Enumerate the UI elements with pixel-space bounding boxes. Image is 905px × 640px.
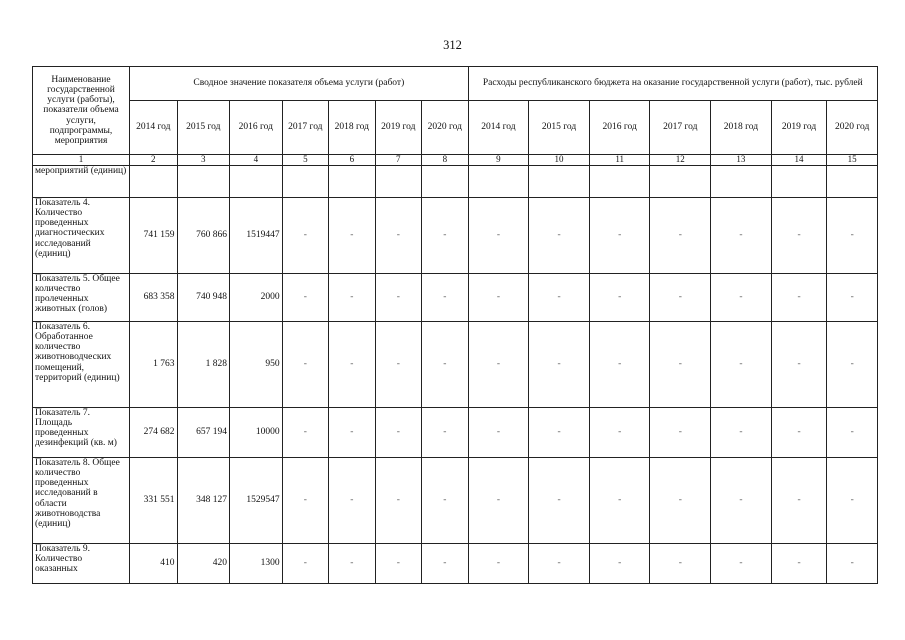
value-cell: - <box>282 543 328 583</box>
value-cell: - <box>771 543 827 583</box>
value-cell: - <box>282 407 328 457</box>
value-cell: - <box>329 273 375 321</box>
table-row <box>33 321 878 407</box>
column-number: 10 <box>529 155 590 166</box>
value-cell <box>375 165 421 197</box>
value-cell: 657 194 <box>177 407 230 457</box>
year-header: 2020 год <box>827 101 878 155</box>
value-cell: - <box>589 543 650 583</box>
year-header: 2016 год <box>230 101 283 155</box>
value-cell: - <box>529 407 590 457</box>
year-header: 2014 год <box>468 101 529 155</box>
value-cell: - <box>375 197 421 273</box>
value-cell: - <box>827 457 878 543</box>
year-header: 2018 год <box>711 101 772 155</box>
value-cell: - <box>827 321 878 407</box>
value-cell: - <box>375 321 421 407</box>
value-cell: 331 551 <box>130 457 177 543</box>
value-cell: - <box>771 273 827 321</box>
year-header: 2018 год <box>329 101 375 155</box>
value-cell: - <box>650 543 711 583</box>
year-header: 2019 год <box>771 101 827 155</box>
column-number: 2 <box>130 155 177 166</box>
value-cell: - <box>329 321 375 407</box>
indicator-name: Показатель 9. Количество оказанных <box>33 543 130 583</box>
value-cell: - <box>529 321 590 407</box>
column-number: 12 <box>650 155 711 166</box>
value-cell: - <box>650 197 711 273</box>
value-cell: - <box>589 407 650 457</box>
value-cell: - <box>282 273 328 321</box>
indicator-table <box>32 66 878 584</box>
value-cell: - <box>529 457 590 543</box>
budget-group-header: Расходы республиканского бюджета на оказание государственной услуги (работ), тыс. рублей <box>468 67 877 101</box>
value-cell: - <box>529 197 590 273</box>
table-row <box>33 543 878 583</box>
value-cell <box>130 165 177 197</box>
value-cell: - <box>827 543 878 583</box>
value-cell: - <box>711 457 772 543</box>
value-cell: - <box>650 407 711 457</box>
table-row <box>33 457 878 543</box>
value-cell: - <box>771 407 827 457</box>
column-number: 7 <box>375 155 421 166</box>
table-row <box>33 407 878 457</box>
value-cell: - <box>468 321 529 407</box>
value-cell: - <box>771 457 827 543</box>
value-cell <box>771 165 827 197</box>
column-number: 9 <box>468 155 529 166</box>
table-row <box>33 197 878 273</box>
indicator-name: Показатель 6. Обработанное количество животноводческих помещений, территорий (единиц) <box>33 321 130 407</box>
column-number: 5 <box>282 155 328 166</box>
value-cell: 1 763 <box>130 321 177 407</box>
value-cell: - <box>375 457 421 543</box>
value-cell: 410 <box>130 543 177 583</box>
value-cell <box>230 165 283 197</box>
year-header: 2019 год <box>375 101 421 155</box>
value-cell: - <box>375 543 421 583</box>
year-header: 2015 год <box>177 101 230 155</box>
value-cell: - <box>711 543 772 583</box>
value-cell: 741 159 <box>130 197 177 273</box>
value-cell: 1300 <box>230 543 283 583</box>
year-header: 2017 год <box>282 101 328 155</box>
value-cell: - <box>329 457 375 543</box>
year-header: 2020 год <box>422 101 469 155</box>
header-group-row <box>33 67 878 101</box>
indicator-name: Показатель 5. Общее количество пролеченных животных (голов) <box>33 273 130 321</box>
value-cell: - <box>711 407 772 457</box>
value-cell: 10000 <box>230 407 283 457</box>
volume-group-header: Сводное значение показателя объема услуги (работ) <box>130 67 469 101</box>
value-cell: - <box>468 273 529 321</box>
value-cell: - <box>282 197 328 273</box>
value-cell: - <box>827 273 878 321</box>
value-cell: - <box>827 407 878 457</box>
column-number: 13 <box>711 155 772 166</box>
table-row <box>33 273 878 321</box>
value-cell: - <box>711 321 772 407</box>
value-cell: 1 828 <box>177 321 230 407</box>
value-cell: - <box>375 273 421 321</box>
value-cell: - <box>650 457 711 543</box>
value-cell: 950 <box>230 321 283 407</box>
value-cell: - <box>589 457 650 543</box>
value-cell: 2000 <box>230 273 283 321</box>
value-cell <box>529 165 590 197</box>
value-cell: 348 127 <box>177 457 230 543</box>
column-number: 3 <box>177 155 230 166</box>
value-cell <box>650 165 711 197</box>
value-cell: - <box>650 273 711 321</box>
value-cell <box>177 165 230 197</box>
value-cell: - <box>589 273 650 321</box>
value-cell <box>468 165 529 197</box>
table-body <box>33 165 878 583</box>
value-cell <box>329 165 375 197</box>
value-cell: - <box>422 543 469 583</box>
value-cell: - <box>422 321 469 407</box>
column-number: 6 <box>329 155 375 166</box>
value-cell: - <box>329 197 375 273</box>
value-cell: - <box>375 407 421 457</box>
value-cell: - <box>589 197 650 273</box>
column-number: 4 <box>230 155 283 166</box>
indicator-name: Показатель 8. Общее количество проведенных исследований в области животноводства (единиц) <box>33 457 130 543</box>
table-row <box>33 165 878 197</box>
value-cell: - <box>468 457 529 543</box>
value-cell: - <box>589 321 650 407</box>
value-cell: - <box>529 273 590 321</box>
value-cell: - <box>422 407 469 457</box>
year-header: 2014 год <box>130 101 177 155</box>
value-cell: - <box>468 543 529 583</box>
value-cell: - <box>282 457 328 543</box>
value-cell: 420 <box>177 543 230 583</box>
value-cell: - <box>468 197 529 273</box>
year-header: 2015 год <box>529 101 590 155</box>
value-cell <box>711 165 772 197</box>
value-cell <box>589 165 650 197</box>
value-cell: - <box>711 273 772 321</box>
indicator-name: мероприятий (единиц) <box>33 165 130 197</box>
indicator-name: Показатель 7. Площадь проведенных дезинфекций (кв. м) <box>33 407 130 457</box>
column-number: 15 <box>827 155 878 166</box>
value-cell: - <box>771 321 827 407</box>
column-number: 11 <box>589 155 650 166</box>
column-number-row <box>33 155 878 166</box>
value-cell: - <box>329 407 375 457</box>
value-cell: - <box>329 543 375 583</box>
value-cell: 1529547 <box>230 457 283 543</box>
value-cell: 740 948 <box>177 273 230 321</box>
page-number: 312 <box>443 38 462 52</box>
year-header: 2016 год <box>589 101 650 155</box>
row-header: Наименование государственной услуги (работы), показатели объема услуги, подпрограммы, мероприятия <box>33 67 130 155</box>
value-cell <box>422 165 469 197</box>
column-number: 8 <box>422 155 469 166</box>
value-cell: 683 358 <box>130 273 177 321</box>
value-cell <box>827 165 878 197</box>
value-cell: - <box>827 197 878 273</box>
value-cell: - <box>422 273 469 321</box>
value-cell: 760 866 <box>177 197 230 273</box>
year-header: 2017 год <box>650 101 711 155</box>
value-cell: - <box>422 457 469 543</box>
value-cell: 274 682 <box>130 407 177 457</box>
value-cell: 1519447 <box>230 197 283 273</box>
value-cell <box>282 165 328 197</box>
column-number: 1 <box>33 155 130 166</box>
header-year-row <box>33 101 878 155</box>
column-number: 14 <box>771 155 827 166</box>
indicator-name: Показатель 4. Количество проведенных диагностических исследований (единиц) <box>33 197 130 273</box>
value-cell: - <box>468 407 529 457</box>
value-cell: - <box>422 197 469 273</box>
value-cell: - <box>529 543 590 583</box>
value-cell: - <box>282 321 328 407</box>
value-cell: - <box>711 197 772 273</box>
value-cell: - <box>650 321 711 407</box>
value-cell: - <box>771 197 827 273</box>
